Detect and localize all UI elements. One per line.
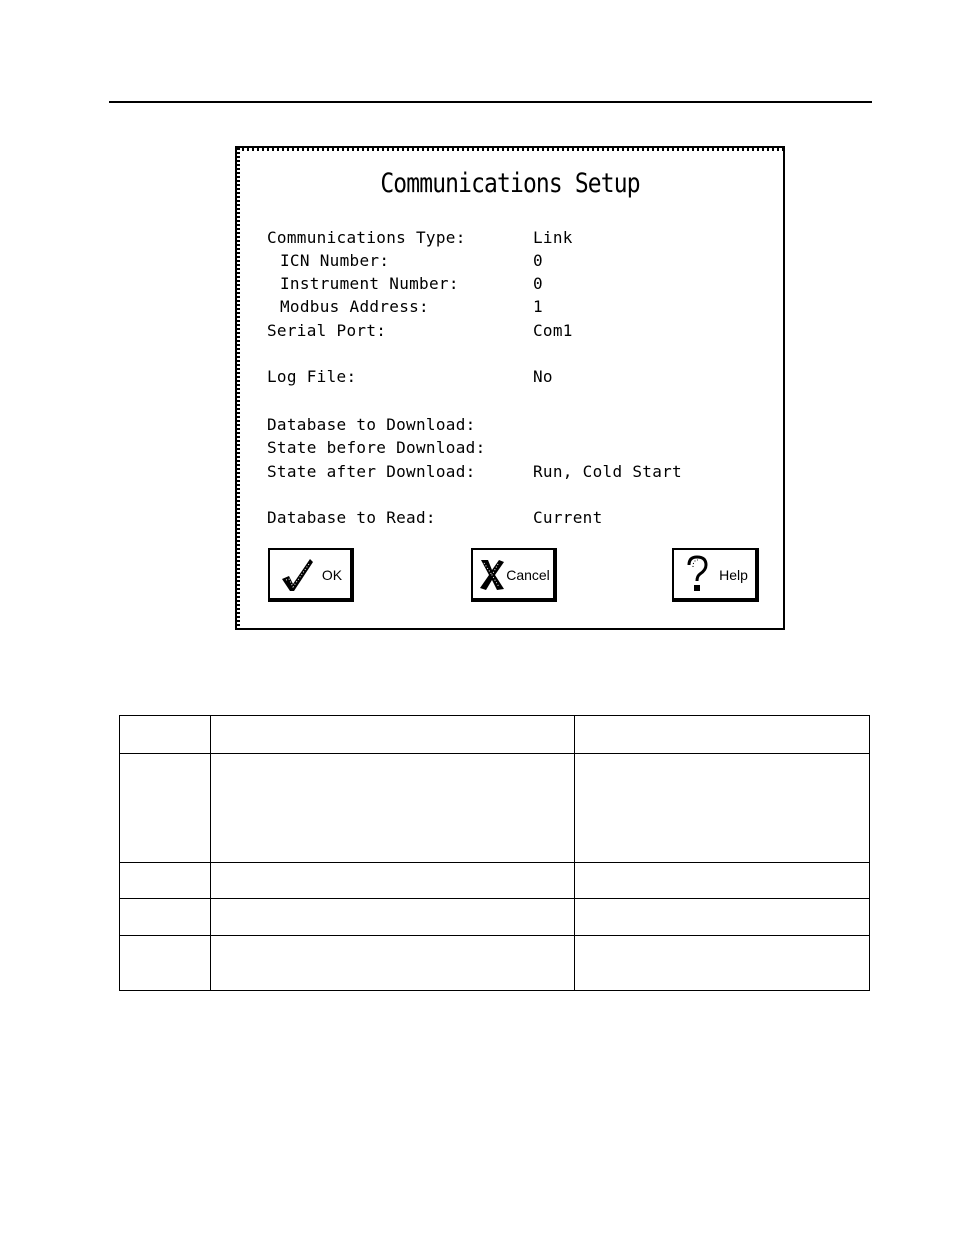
blank-table xyxy=(119,715,870,991)
question-mark-icon xyxy=(683,555,711,595)
cancel-button[interactable] xyxy=(471,548,557,602)
table-cell xyxy=(210,863,575,899)
field-icn-number[interactable] xyxy=(267,251,777,273)
field-value: 0 xyxy=(533,251,543,270)
field-modbus-address[interactable] xyxy=(267,297,777,319)
field-label: Modbus Address: xyxy=(280,297,429,316)
table-row xyxy=(120,754,870,863)
dialog-title: Communications Setup xyxy=(380,168,640,199)
table-cell xyxy=(120,863,211,899)
ok-label: OK xyxy=(321,567,343,583)
field-database-to-download[interactable] xyxy=(267,415,777,437)
field-database-to-read[interactable] xyxy=(267,508,777,530)
table-cell xyxy=(210,716,575,754)
communications-setup-dialog xyxy=(235,146,785,630)
table-cell xyxy=(120,754,211,863)
field-instrument-number[interactable] xyxy=(267,274,777,296)
x-icon xyxy=(478,558,506,592)
table-cell xyxy=(120,899,211,936)
table-row xyxy=(120,863,870,899)
field-value: 1 xyxy=(533,297,543,316)
field-label: Log File: xyxy=(267,367,357,386)
field-communications-type[interactable] xyxy=(267,228,777,250)
table-cell xyxy=(120,716,211,754)
field-label: Communications Type: xyxy=(267,228,466,247)
table-cell xyxy=(575,863,870,899)
table-cell xyxy=(210,936,575,991)
table-cell xyxy=(575,899,870,936)
field-state-after-download[interactable] xyxy=(267,462,777,484)
field-state-before-download[interactable] xyxy=(267,438,777,460)
help-label: Help xyxy=(719,567,748,583)
field-value: Current xyxy=(533,508,603,527)
checkmark-icon xyxy=(280,557,314,593)
table-row xyxy=(120,899,870,936)
table-cell xyxy=(120,936,211,991)
table-cell xyxy=(210,754,575,863)
field-label: Instrument Number: xyxy=(280,274,459,293)
field-label: Database to Read: xyxy=(267,508,436,527)
field-label: ICN Number: xyxy=(280,251,390,270)
header-rule xyxy=(109,101,872,103)
table-row xyxy=(120,716,870,754)
field-value: No xyxy=(533,367,553,386)
field-value: Com1 xyxy=(533,321,573,340)
table-row xyxy=(120,936,870,991)
dialog-left-border-pattern xyxy=(237,148,240,628)
dialog-top-border-pattern xyxy=(237,148,783,151)
table-cell xyxy=(210,899,575,936)
field-serial-port[interactable] xyxy=(267,321,777,343)
field-label: Database to Download: xyxy=(267,415,476,434)
field-value: Link xyxy=(533,228,573,247)
table-cell xyxy=(575,754,870,863)
field-value: Run, Cold Start xyxy=(533,462,682,481)
ok-button[interactable] xyxy=(268,548,354,602)
field-label: State after Download: xyxy=(267,462,476,481)
cancel-label: Cancel xyxy=(506,567,550,583)
help-button[interactable] xyxy=(672,548,759,602)
field-label: Serial Port: xyxy=(267,321,387,340)
field-log-file[interactable] xyxy=(267,367,777,389)
table-cell xyxy=(575,936,870,991)
table-cell xyxy=(575,716,870,754)
field-value: 0 xyxy=(533,274,543,293)
field-label: State before Download: xyxy=(267,438,486,457)
